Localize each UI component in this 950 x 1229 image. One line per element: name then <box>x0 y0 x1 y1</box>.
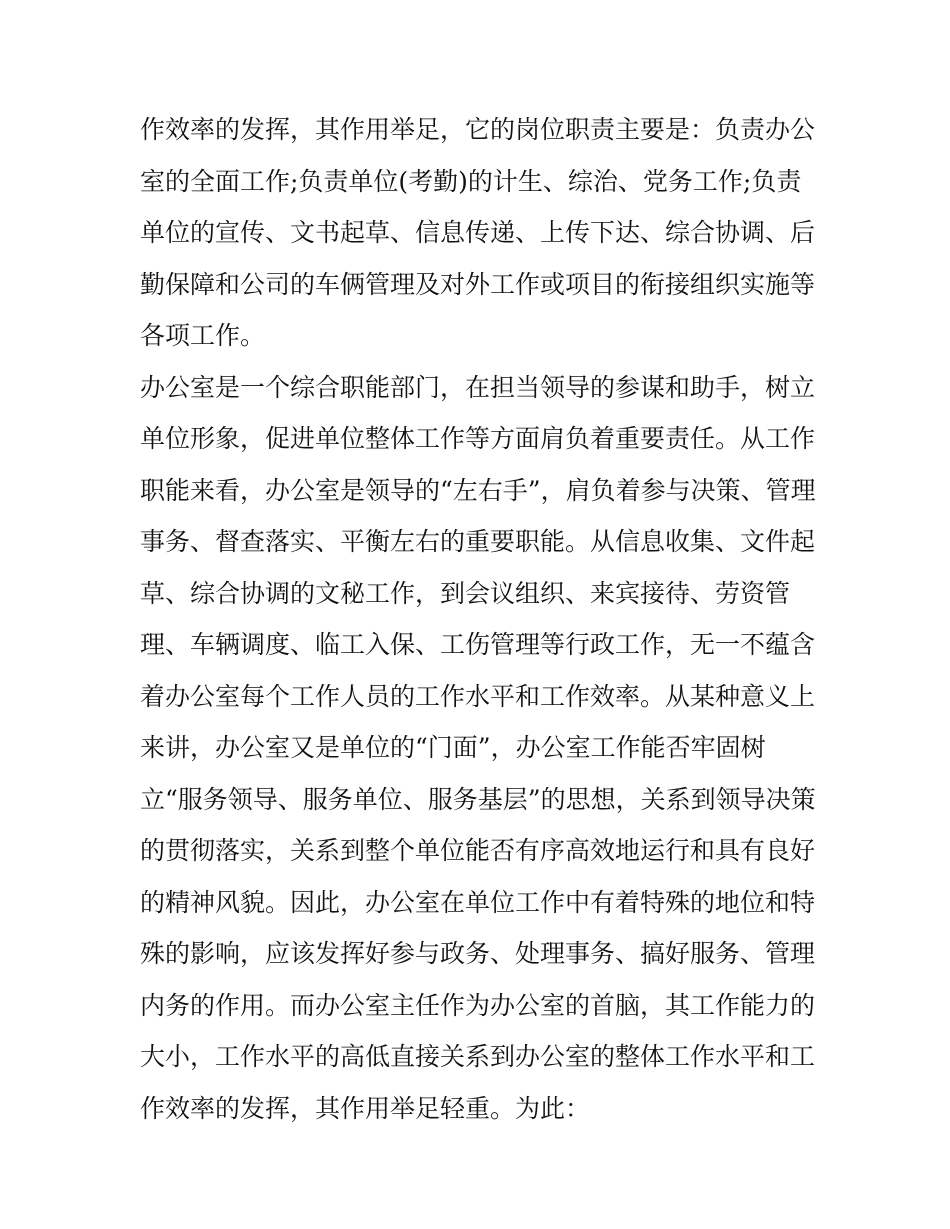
text-line: 大小，工作水平的高低直接关系到办公室的整体工作水平和工 <box>140 1042 816 1071</box>
text-line: 作效率的发挥，其作用举足，它的岗位职责主要是：负责办公 <box>140 115 816 144</box>
text-line: 内务的作用。而办公室主任作为办公室的首脑，其工作能力的 <box>140 990 816 1020</box>
text-line: 着办公室每个工作人员的工作水平和工作效率。从某种意义上 <box>140 681 816 711</box>
text-line: 室的全面工作;负责单位(考勤)的计生、综治、党务工作;负责 <box>140 166 802 196</box>
text-line: 作效率的发挥，其作用举足轻重。为此： <box>140 1093 591 1123</box>
text-line: 立“服务领导、服务单位、服务基层”的思想，关系到领导决策 <box>140 784 816 814</box>
text-line: 单位的宣传、文书起草、信息传递、上传下达、综合协调、后 <box>140 218 816 247</box>
text-line: 殊的影响，应该发挥好参与政务、处理事务、搞好服务、管理 <box>140 939 816 968</box>
text-line: 单位形象，促进单位整体工作等方面肩负着重要责任。从工作 <box>140 424 816 453</box>
text-line: 事务、督查落实、平衡左右的重要职能。从信息收集、文件起 <box>140 527 816 556</box>
text-line: 理、车辆调度、临工入保、工伤管理等行政工作，无一不蕴含 <box>140 630 816 659</box>
text-line: 办公室是一个综合职能部门，在担当领导的参谋和助手，树立 <box>140 372 816 402</box>
text-line: 草、综合协调的文秘工作，到会议组织、来宾接待、劳资管 <box>140 578 791 608</box>
text-line: 来讲，办公室又是单位的“门面”，办公室工作能否牢固树 <box>140 733 766 762</box>
text-line: 各项工作。 <box>140 321 266 350</box>
text-line: 勤保障和公司的车俩管理及对外工作或项目的衔接组织实施等 <box>140 269 816 299</box>
text-line: 的精神风貌。因此，办公室在单位工作中有着特殊的地位和特 <box>140 887 816 917</box>
body-text <box>140 104 820 1134</box>
text-line: 的贯彻落实，关系到整个单位能否有序高效地运行和具有良好 <box>140 836 816 865</box>
text-line: 职能来看，办公室是领导的“左右手”，肩负着参与决策、管理 <box>140 475 816 505</box>
